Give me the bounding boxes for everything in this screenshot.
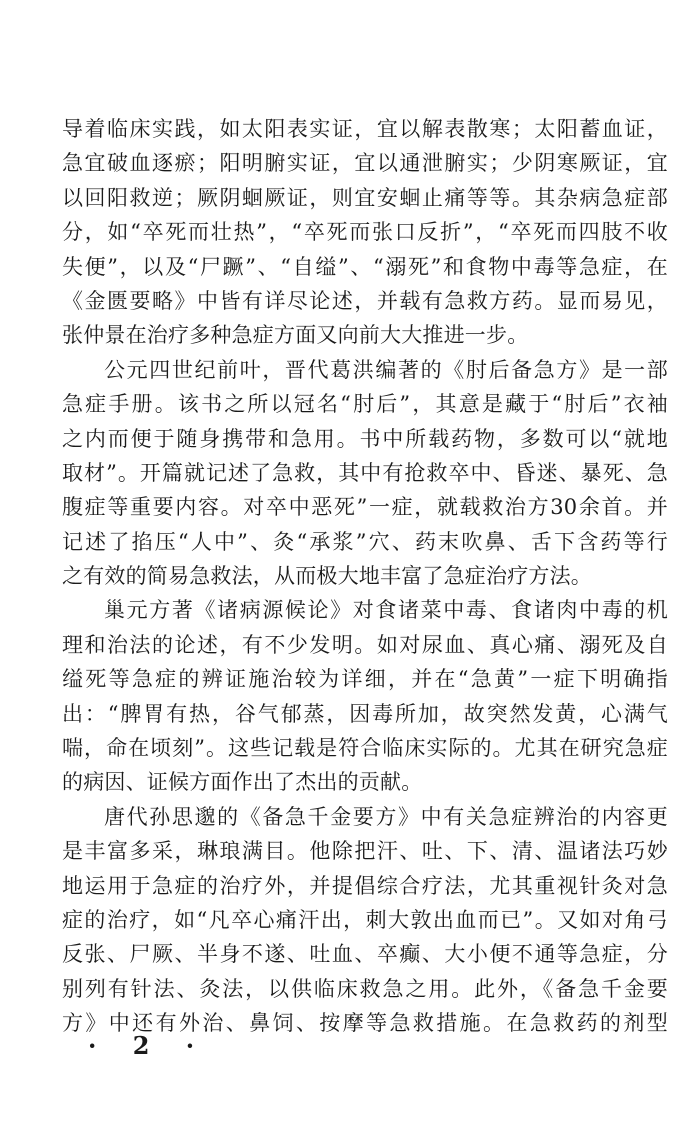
text-line: 张仲景在治疗多种急症方面又向前大大推进一步。 [62, 323, 529, 348]
text-line: 分，如“卒死而壮热”，“卒死而张口反折”，“卒死而四肢不收 [62, 220, 668, 245]
text-line: 别列有针法、灸法，以供临床救急之用。此外，《备急千金要 [62, 976, 668, 1001]
paragraph [62, 800, 668, 1041]
text-line: 急宜破血逐瘀；阳明腑实证，宜以通泄腑实；少阴寒厥证，宜 [62, 151, 668, 176]
text-line: 喘，命在顷刻”。这些记载是符合临床实际的。尤其在研究急症 [62, 736, 668, 761]
body-text [62, 112, 668, 1041]
text-line: 症的治疗，如“凡卒心痛汗出，刺大敦出血而已”。又如对角弓 [62, 907, 668, 932]
text-line: 失便”，以及“尸蹶”、“自缢”、“溺死”和食物中毒等急症，在 [62, 254, 668, 279]
paragraph [62, 353, 668, 594]
text-line: 之内而便于随身携带和急用。书中所载药物，多数可以“就地 [62, 426, 668, 451]
text-line: 《金匮要略》中皆有详尽论述，并载有急救方药。显而易见， [62, 288, 668, 313]
paragraph [62, 112, 668, 353]
text-line: 理和治法的论述，有不少发明。如对尿血、真心痛、溺死及自 [62, 632, 668, 657]
text-line: 反张、尸厥、半身不遂、吐血、卒癫、大小便不通等急症，分 [62, 942, 668, 967]
text-line: 急症手册。该书之所以冠名“肘后”，其意是藏于“肘后”衣袖 [62, 392, 668, 417]
text-line: 是丰富多采，琳琅满目。他除把汗、吐、下、清、温诸法巧妙 [62, 839, 668, 864]
text-line: 出：“脾胃有热，谷气郁蒸，因毒所加，故突然发黄，心满气 [62, 701, 668, 726]
text-line: 记述了掐压“人中”、灸“承浆”穴、药末吹鼻、舌下含药等行 [62, 529, 668, 554]
text-line: 腹症等重要内容。对卒中恶死”一症，就载救治方30余首。并 [62, 495, 668, 520]
text-line: 缢死等急症的辨证施治较为详细，并在“急黄”一症下明确指 [62, 667, 668, 692]
text-line: 导着临床实践，如太阳表实证，宜以解表散寒；太阳蓄血证， [62, 117, 668, 141]
text-line: 以回阳救逆；厥阴蛔厥证，则宜安蛔止痛等等。其杂病急症部 [62, 185, 668, 210]
text-line: 之有效的简易急救法，从而极大地丰富了急症治疗方法。 [62, 564, 592, 589]
text-line: 方》中还有外治、鼻饲、按摩等急救措施。在急救药的剂型 [62, 1011, 668, 1036]
text-line: 地运用于急症的治疗外，并提倡综合疗法，尤其重视针灸对急 [62, 873, 668, 898]
page-number: · 2 · [88, 1031, 209, 1060]
text-line: 取材”。开篇就记述了急救，其中有抢救卒中、昏迷、暴死、急 [62, 460, 668, 485]
text-line: 唐代孙思邈的《备急千金要方》中有关急症辨治的内容更 [104, 804, 668, 829]
paragraph [62, 593, 668, 799]
text-line: 公元四世纪前叶，晋代葛洪编著的《肘后备急方》是一部 [104, 357, 668, 382]
text-line: 巢元方著《诸病源候论》对食诸菜中毒、食诸肉中毒的机 [104, 598, 668, 623]
text-line: 的病因、证候方面作出了杰出的贡献。 [62, 770, 423, 795]
